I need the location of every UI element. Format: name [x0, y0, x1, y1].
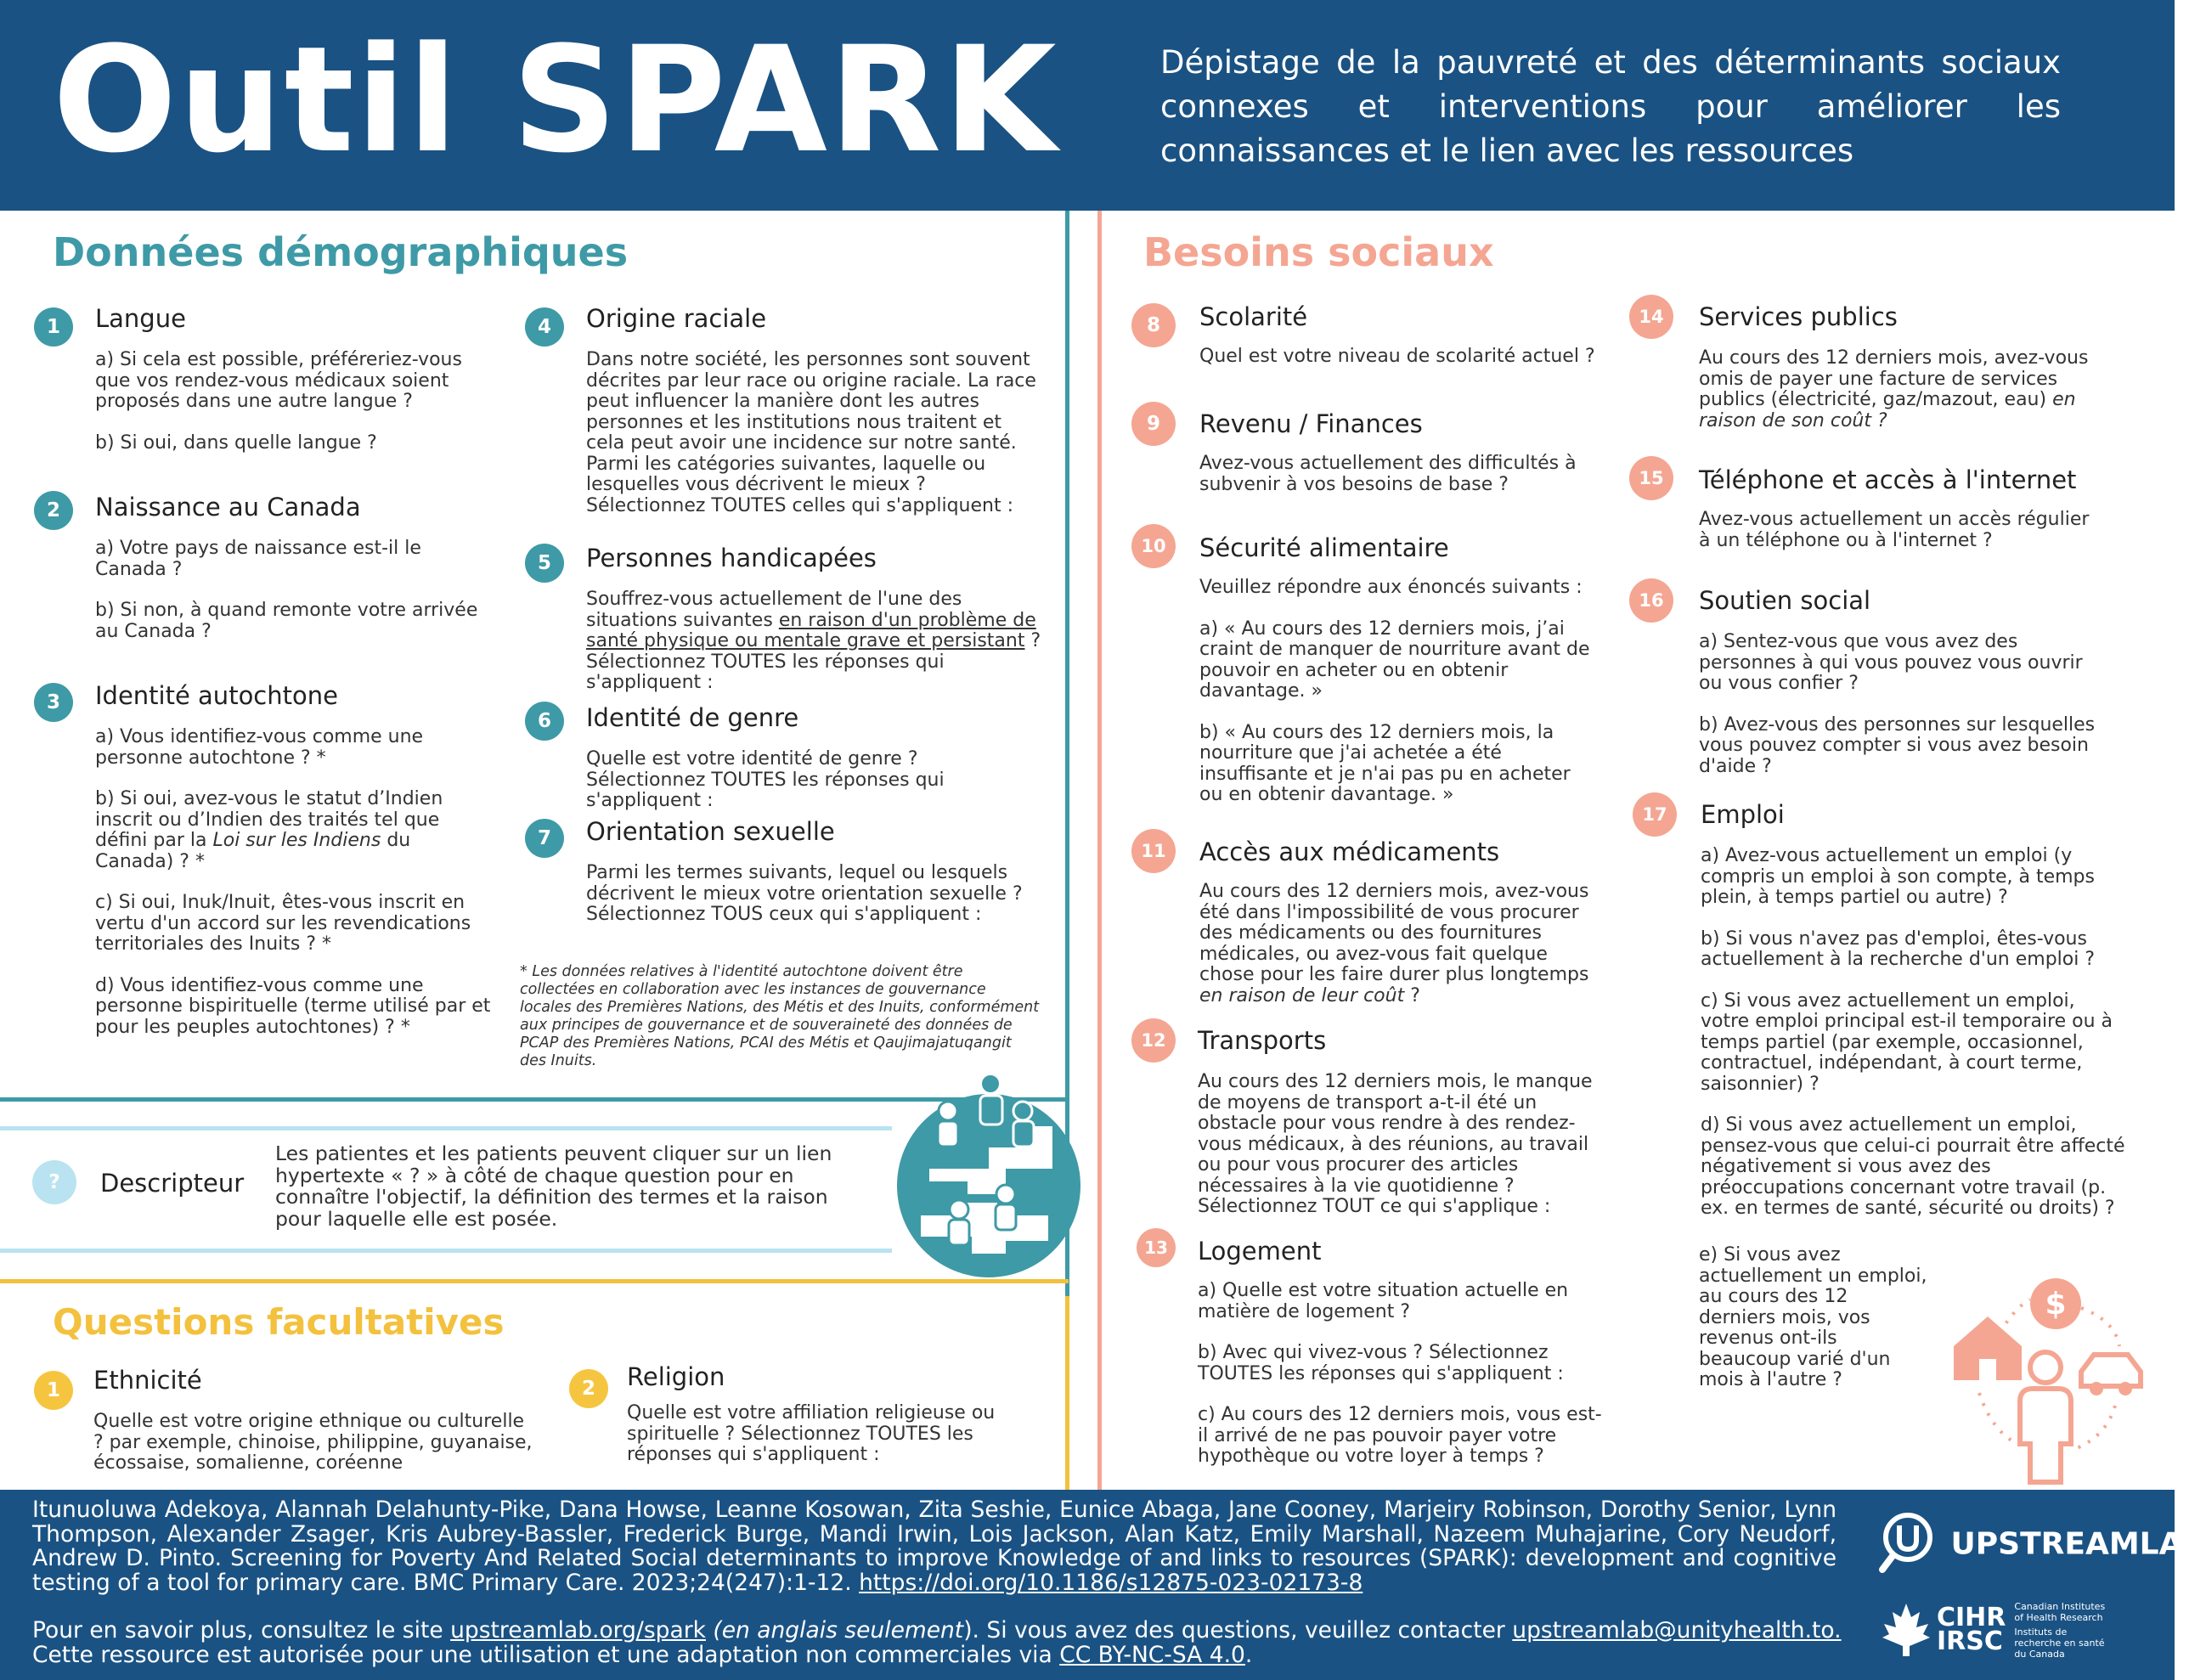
item-title-acces-medicaments: Accès aux médicaments — [1199, 837, 1500, 866]
item-number-badge: 14 — [1629, 295, 1673, 339]
item-title-identite-genre: Identité de genre — [586, 703, 799, 732]
item-text: b) Si oui, dans quelle langue ? — [95, 431, 377, 454]
item-text: b) Avez-vous des personnes sur lesquelles vous pouvez compter si vous avez besoin d'aide ? — [1699, 713, 2096, 777]
item-number-badge: 1 — [34, 1371, 73, 1410]
item-text: e) Si vous avez actuellement un emploi, au cours des 12 derniers mois, vos revenus ont-ils beaucoup varié d'un mois à l'autre ? — [1699, 1244, 1927, 1390]
item-body-telephone-internet — [1699, 510, 2098, 551]
item-title-securite-alimentaire: Sécurité alimentaire — [1199, 533, 1449, 562]
item-text: a) « Au cours des 12 derniers mois, j’ai craint de manquer de nourriture avant de pouvoir en acheter ou en obtenir davantage. » — [1199, 617, 1590, 702]
item-body-acces-medicaments — [1199, 882, 1607, 1006]
item-body-logement — [1198, 1281, 1605, 1468]
item-body-emploi-e — [1699, 1245, 1928, 1391]
item-text: d) Si vous avez actuellement un emploi, pensez-vous que celui-ci pourrait être affecté négativement si vous avez des préoccupations concernant votre travail (p. ex. en termes de santé, sécurité ou droits) ? — [1701, 1114, 2125, 1219]
item-title-transports: Transports — [1198, 1026, 1327, 1055]
item-title-scolarite: Scolarité — [1199, 302, 1308, 331]
item-title-services-publics: Services publics — [1699, 302, 1898, 331]
item-title-ethnicite: Ethnicité — [93, 1366, 202, 1395]
item-number-badge: 17 — [1633, 792, 1677, 837]
item-title-telephone-internet: Téléphone et accès à l'internet — [1699, 465, 2077, 494]
descriptor-badge: ? — [32, 1160, 76, 1204]
item-number-badge: 12 — [1131, 1018, 1176, 1063]
page-subtitle: Dépistage de la pauvreté et des déterminants sociaux connexes et interventions pour améliorer les connaissances et le lien avec les ressources — [1160, 44, 2061, 169]
item-text: Quelle est votre origine ethnique ou culturelle ? par exemple, chinoise, philippine, guyanaise, écossaise, somalienne, coréenne — [93, 1411, 533, 1474]
item-number-badge: 15 — [1629, 456, 1673, 500]
item-number-badge: 5 — [525, 544, 564, 583]
item-title-personnes-handicapees: Personnes handicapées — [586, 544, 877, 572]
item-title-religion: Religion — [627, 1362, 725, 1391]
citation-text: Itunuoluwa Adekoya, Alannah Delahunty-Pike, Dana Howse, Leanne Kosowan, Zita Seshie, Eunice Abaga, Jane Cooney, Marjeiry Robinson, Dorothy Senior, Lynn Thompson, Alexander Zsager, Kris Aubrey-Bassler, Frederick Burge, Mandi Irwin, Lois Jackson, Alan Katz, Emily Marshall, Nazeem Muhajarine, Cory Neudorf, Andrew D. Pinto. Screening for Poverty And Related Social determinants to improve Knowledge of and links to resources (SPARK): development and cognitive testing of a tool for primary care. BMC Primary Care. 2023;24(247):1-12. https://doi.org/10.1186/s12875-023-02173-8 — [32, 1497, 1836, 1596]
item-text: a) Quelle est votre situation actuelle en matière de logement ? — [1198, 1280, 1569, 1322]
item-text: b) Si oui, avez-vous le statut d’Indien inscrit ou d’Indien des traités tel que défini par la Loi sur les Indiens du Canada) ? * — [95, 788, 443, 872]
item-body-langue — [95, 350, 486, 454]
license-link[interactable]: CC BY-NC-SA 4.0 — [1059, 1641, 1245, 1668]
item-number-badge: 11 — [1131, 829, 1176, 873]
item-title-langue: Langue — [95, 304, 186, 333]
item-number-badge: 8 — [1131, 303, 1176, 347]
people-network-illustration — [895, 1067, 1082, 1291]
item-title-origine-raciale: Origine raciale — [586, 304, 767, 333]
item-text: Quelle est votre identité de genre ? Sélectionnez TOUTES les réponses qui s'appliquent : — [586, 748, 945, 811]
item-body-transports — [1198, 1072, 1597, 1218]
item-title-soutien-social: Soutien social — [1699, 586, 1871, 615]
item-text: a) Vous identifiez-vous comme une personne autochtone ? * — [95, 726, 424, 769]
svg-text:$: $ — [2045, 1287, 2067, 1322]
item-text: Veuillez répondre aux énoncés suivants : — [1199, 577, 1583, 598]
item-body-orientation-sexuelle — [586, 863, 1028, 926]
item-text: a) Si cela est possible, préféreriez-vous que vos rendez-vous médicaux soient proposés dans une autre langue ? — [95, 349, 462, 412]
item-title-orientation-sexuelle: Orientation sexuelle — [586, 817, 835, 846]
item-body-origine-raciale — [586, 350, 1045, 516]
income-illustration — [1945, 1274, 2149, 1490]
item-title-identite-autochtone: Identité autochtone — [95, 681, 338, 710]
item-text: Parmi les termes suivants, lequel ou lesquels décrivent le mieux votre orientation sexuelle ? Sélectionnez TOUS ceux qui s'appliquent : — [586, 862, 1023, 925]
item-body-scolarite — [1199, 347, 1607, 368]
descriptor-line-bottom-light — [0, 1249, 892, 1253]
item-number-badge: 16 — [1629, 578, 1673, 623]
descriptor-line-top-light — [0, 1126, 892, 1130]
item-text: a) Avez-vous actuellement un emploi (y compris un emploi à son compte, à temps plein, à temps partiel ou autre) ? — [1701, 845, 2095, 908]
item-body-personnes-handicapees — [586, 589, 1045, 694]
footnote-indigenous-data: * Les données relatives à l'identité autochtone doivent être collectées en collaboration avec les instances de gouvernance locales des Premières Nations, des Métis et des Inuits, conformément aux principes de gouvernance et de souveraineté des données de PCAP des Premières Nations, PCAI des Métis et Qaujimajatuqangit des Inuits. — [520, 963, 1040, 1069]
item-number-badge: 2 — [34, 491, 73, 530]
spark-website-link[interactable]: upstreamlab.org/spark — [450, 1617, 706, 1643]
divider-gold-vertical — [1065, 1296, 1069, 1490]
maple-leaf-icon — [1881, 1600, 1932, 1660]
item-text: c) Au cours des 12 derniers mois, vous est-il arrivé de ne pas pouvoir payer votre hypothèque ou votre loyer à temps ? — [1198, 1404, 1602, 1467]
item-text: a) Votre pays de naissance est-il le Canada ? — [95, 538, 421, 580]
cihr-irsc-logo: CIHR IRSC Canadian Institutes of Health Research Instituts de recherche en santé du Canada — [1881, 1600, 2107, 1660]
item-number-badge: 13 — [1137, 1228, 1176, 1267]
item-number-badge: 7 — [525, 819, 564, 858]
item-text: b) Avec qui vivez-vous ? Sélectionnez TOUTES les réponses qui s'appliquent : — [1198, 1342, 1564, 1384]
item-text: a) Sentez-vous que vous avez des personnes à qui vous pouvez vous ouvrir ou vous confier ? — [1699, 631, 2083, 694]
item-body-securite-alimentaire — [1199, 578, 1599, 806]
item-body-soutien-social — [1699, 632, 2098, 777]
item-body-naissance — [95, 538, 486, 642]
item-number-badge: 1 — [34, 307, 73, 347]
item-body-services-publics — [1699, 348, 2098, 431]
item-text: Au cours des 12 derniers mois, avez-vous été dans l'impossibilité de vous procurer des médicaments ou des fournitures médicales, ou avez-vous fait quelque chose pour les faire durer plus longtemps en raison de leur coût ? — [1199, 881, 1589, 1006]
item-text: Avez-vous actuellement un accès régulier à un téléphone ou à l'internet ? — [1699, 509, 2090, 551]
page-title: Outil SPARK — [53, 14, 1058, 185]
item-number-badge: 6 — [525, 702, 564, 741]
item-text: Quel est votre niveau de scolarité actuel ? — [1199, 346, 1595, 367]
item-body-emploi — [1701, 846, 2125, 1220]
upstream-lab-logo: UPSTREAMLAB — [1881, 1510, 2206, 1578]
doi-link[interactable]: https://doi.org/10.1186/s12875-023-02173-8 — [859, 1569, 1363, 1596]
item-number-badge: 9 — [1131, 402, 1176, 446]
divider-right-salmon — [1097, 211, 1102, 1490]
item-text: Quelle est votre affiliation religieuse ou spirituelle ? Sélectionnez TOUTES les réponses qui s'appliquent : — [627, 1402, 996, 1465]
email-link[interactable]: upstreamlab@unityhealth.to. — [1512, 1617, 1842, 1643]
item-body-religion — [627, 1403, 1026, 1466]
item-body-revenu — [1199, 454, 1590, 495]
descriptor-label: Descripteur — [100, 1169, 245, 1198]
section-title-demographics: Données démographiques — [53, 229, 629, 275]
item-text: Souffrez-vous actuellement de l'une des situations suivantes en raison d'un problème de santé physique ou mentale grave et persistant ? Sélectionnez TOUTES les réponses qui s'appliquent : — [586, 589, 1041, 693]
more-info-text: Pour en savoir plus, consultez le site upstreamlab.org/spark (en anglais seulement). Si vous avez des questions, veuillez contacter upstreamlab@unityhealth.to. Cette ressource est autorisée pour une utilisation et une adaptation non commerciales via CC BY-NC-SA 4.0. — [32, 1617, 1842, 1668]
item-body-identite-genre — [586, 749, 1019, 812]
item-text: b) Si vous n'avez pas d'emploi, êtes-vous actuellement à la recherche d'un emploi ? — [1701, 927, 2096, 970]
item-text: c) Si oui, Inuk/Inuit, êtes-vous inscrit en vertu d'un accord sur les revendications territoriales des Inuits ? * — [95, 892, 471, 955]
item-number-badge: 4 — [525, 307, 564, 347]
item-title-naissance: Naissance au Canada — [95, 493, 361, 521]
item-number-badge: 2 — [569, 1369, 608, 1408]
section-title-social-needs: Besoins sociaux — [1143, 229, 1494, 275]
item-number-badge: 3 — [34, 683, 73, 722]
magnifier-icon — [1881, 1510, 1940, 1578]
item-text: d) Vous identifiez-vous comme une personne bispirituelle (terme utilisé par et pour les peuples autochtones) ? * — [95, 974, 491, 1038]
item-text: Au cours des 12 derniers mois, le manque de moyens de transport a-t-il été un obstacle pour vous rendre à des rendez-vous médicaux, à des réunions, au travail ou pour vous procurer des articles nécessaires à la vie quotidienne ? Sélectionnez TOUT ce qui s'applique : — [1198, 1071, 1593, 1217]
item-number-badge: 10 — [1131, 524, 1176, 568]
descriptor-text: Les patientes et les patients peuvent cliquer sur un lien hypertexte « ? » à côté de chaque question pour en connaître l'objectif, la définition des termes et la raison pour laquelle elle est posée. — [275, 1142, 832, 1231]
item-title-logement: Logement — [1198, 1237, 1322, 1266]
item-title-revenu: Revenu / Finances — [1199, 409, 1423, 438]
item-text: c) Si vous avez actuellement un emploi, votre emploi principal est-il temporaire ou à temps partiel (par exemple, occasionnel, contractuel, indépendant, à court terme, saisonnier) ? — [1701, 989, 2113, 1095]
item-text: Dans notre société, les personnes sont souvent décrites par leur race ou origine raciale. La race peut influencer la manière dont les autres personnes et les institutions nous traitent et cela peut avoir une incidence sur notre santé. Parmi les catégories suivantes, laquelle ou lesquelles vous décrivent le mieux ? Sélectionnez TOUTES celles qui s'appliquent : — [586, 349, 1036, 516]
section-title-optional: Questions facultatives — [53, 1301, 505, 1343]
item-body-ethnicite — [93, 1412, 535, 1474]
item-text: b) Si non, à quand remonte votre arrivée au Canada ? — [95, 600, 478, 642]
item-text: Avez-vous actuellement des difficultés à subvenir à vos besoins de base ? — [1199, 453, 1577, 495]
item-body-identite-autochtone — [95, 727, 494, 1038]
item-text: b) « Au cours des 12 derniers mois, la nourriture que j'ai achetée a été insuffisante et je n'ai pas pu en acheter ou en obtenir davantage. » — [1199, 721, 1571, 805]
item-title-emploi: Emploi — [1701, 800, 1785, 829]
item-text: Au cours des 12 derniers mois, avez-vous omis de payer une facture de services publics (électricité, gaz/mazout, eau) en raison de son coût ? — [1699, 347, 2089, 431]
